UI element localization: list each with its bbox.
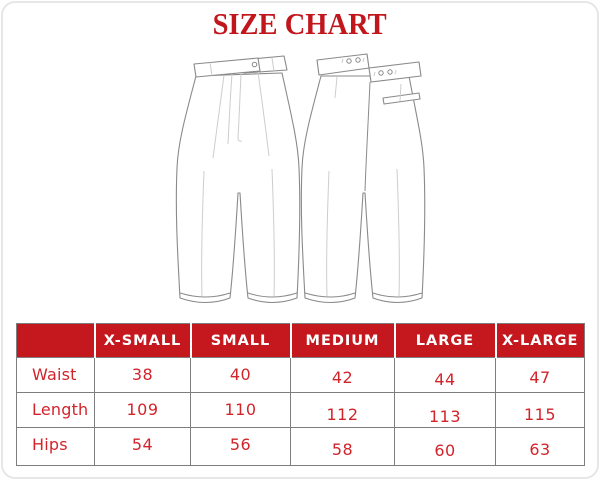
size-value: 63 <box>496 428 585 466</box>
page-title: SIZE CHART <box>212 6 388 41</box>
pants-back-illustration <box>297 46 429 316</box>
waist-label: Waist <box>17 358 95 393</box>
size-value: 54 <box>95 428 191 466</box>
length-label: Length <box>17 393 95 428</box>
size-value: 109 <box>95 393 191 428</box>
size-value: 47 <box>496 358 585 393</box>
size-table <box>16 323 585 466</box>
size-value: 110 <box>191 393 291 428</box>
size-value: 40 <box>191 358 291 393</box>
table-row-hips <box>17 428 585 466</box>
header-cell-large: LARGE <box>395 324 496 358</box>
header-cell-small: SMALL <box>191 324 291 358</box>
pants-front-illustration <box>172 46 304 316</box>
size-value: 38 <box>95 358 191 393</box>
header-cell-medium: MEDIUM <box>291 324 395 358</box>
table-row-waist <box>17 358 585 393</box>
hips-label: Hips <box>17 428 95 466</box>
header-cell-empty <box>17 324 95 358</box>
size-value: 42 <box>291 358 395 393</box>
size-value: 44 <box>395 358 496 393</box>
size-value: 115 <box>496 393 585 428</box>
size-value: 60 <box>395 428 496 466</box>
size-table-header-row <box>17 324 585 358</box>
table-row-length <box>17 393 585 428</box>
header-cell-xlarge: X-LARGE <box>496 324 585 358</box>
size-value: 58 <box>291 428 395 466</box>
size-value: 56 <box>191 428 291 466</box>
header-cell-xsmall: X-SMALL <box>95 324 191 358</box>
size-value: 112 <box>291 393 395 428</box>
size-value: 113 <box>395 393 496 428</box>
